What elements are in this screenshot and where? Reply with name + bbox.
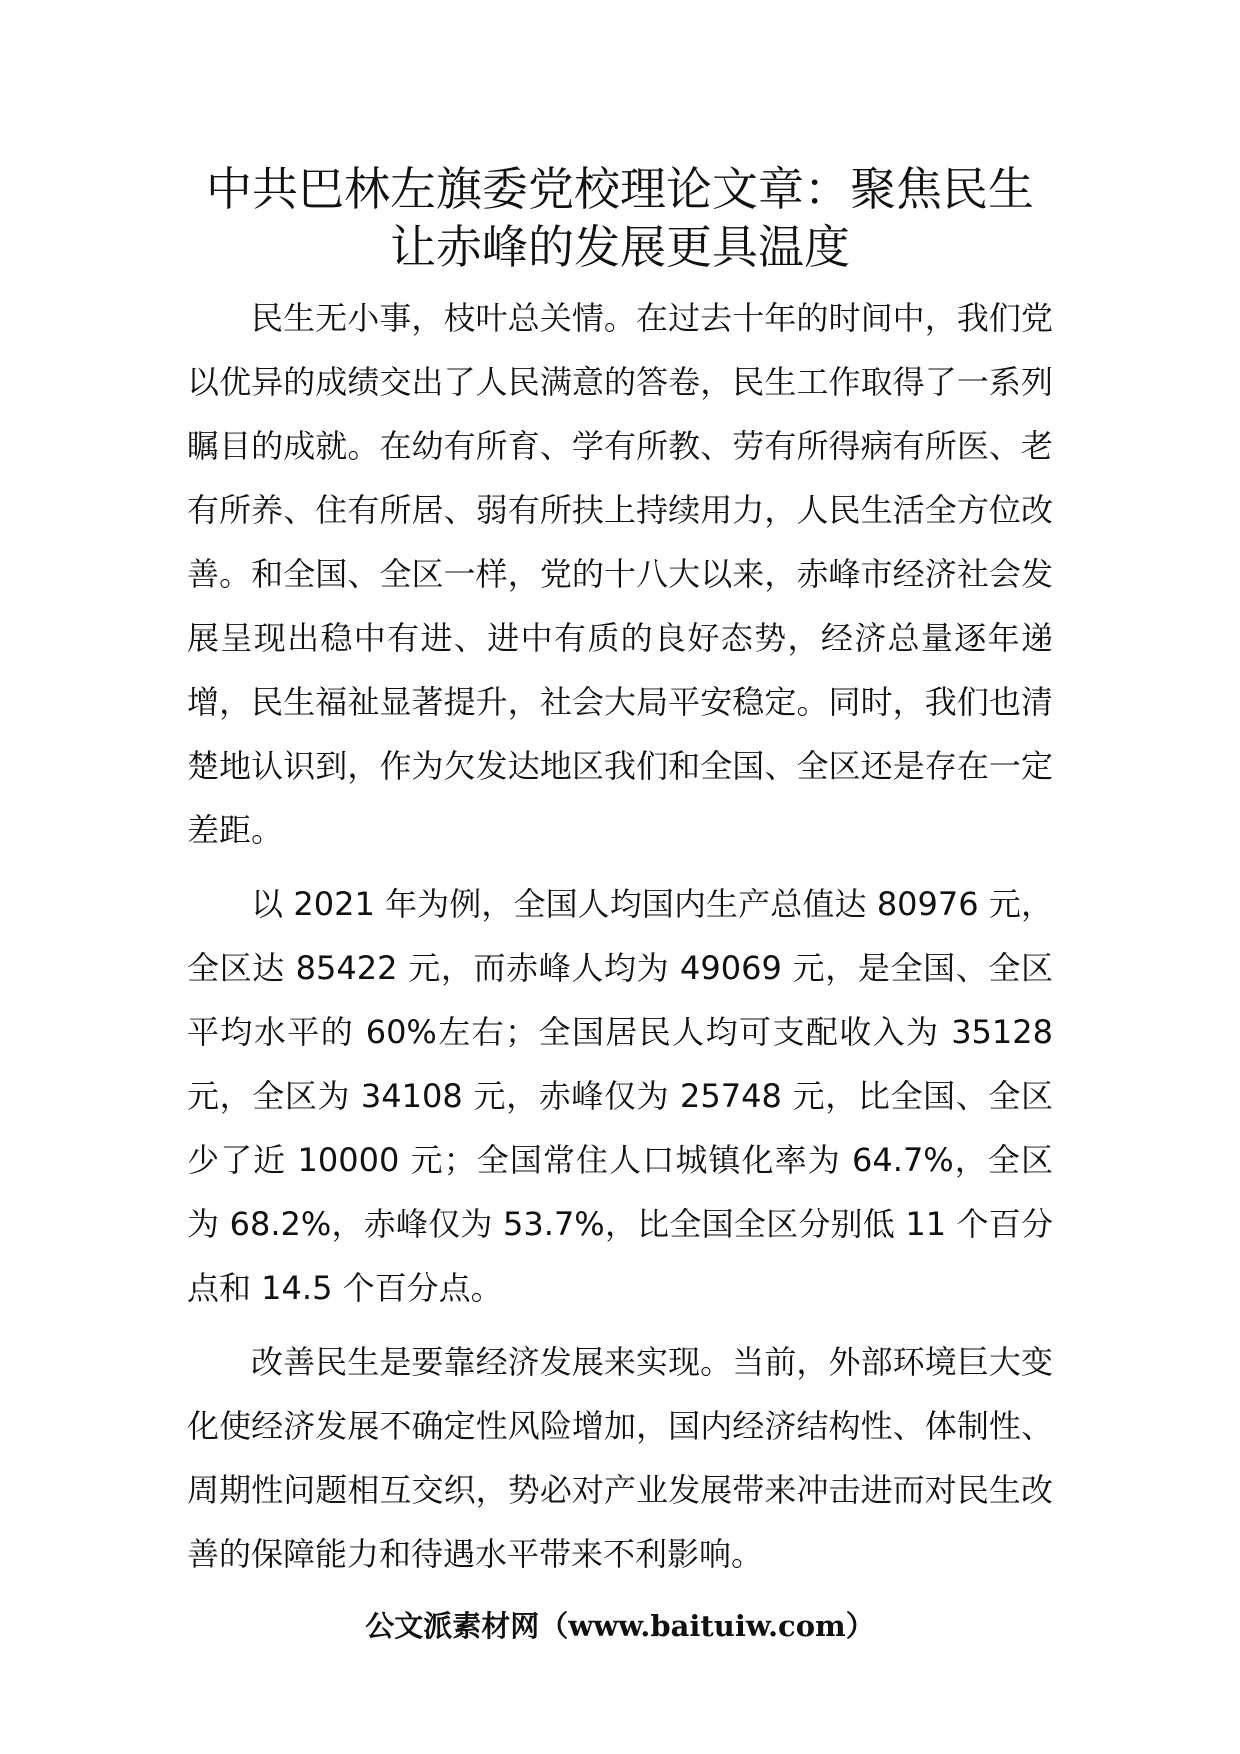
paragraph-2: 以 2021 年为例，全国人均国内生产总值达 80976 元，全区达 85422 元，而赤峰人均为 49069 元，是全国、全区平均水平的 60%左右；全国居民人均可支配收入为 35128 元，全区为 34108 元，赤峰仅为 25748 元，比全国、全区少了近 10000 元；全国常住人口城镇化率为 64.7%，全区为 68.2%，赤峰仅为 53.7%，比全国全区分别低 11 个百分点和 14.5 个百分点。 <box>187 885 1053 1307</box>
title-line-2: 让赤峰的发展更具温度 <box>390 220 850 274</box>
document-title <box>150 160 1090 276</box>
title-line-1: 中共巴林左旗委党校理论文章：聚焦民生 <box>206 162 1034 216</box>
paragraph-1: 民生无小事，枝叶总关情。在过去十年的时间中，我们党以优异的成绩交出了人民满意的答卷，民生工作取得了一系列瞩目的成就。在幼有所育、学有所教、劳有所得病有所医、老有所养、住有所居、弱有所扶上持续用力，人民生活全方位改善。和全国、全区一样，党的十八大以来，赤峰市经济社会发展呈现出稳中有进、进中有质的良好态势，经济总量逐年递增，民生福祉显著提升，社会大局平安稳定。同时，我们也清楚地认识到，作为欠发达地区我们和全国、全区还是存在一定差距。 <box>187 299 1053 849</box>
paragraph-3: 改善民生是要靠经济发展来实现。当前，外部环境巨大变化使经济发展不确定性风险增加，国内经济结构性、体制性、周期性问题相互交织，势必对产业发展带来冲击进而对民生改善的保障能力和待遇水平带来不利影响。 <box>187 1343 1053 1573</box>
footer-source: 公文派素材网（www.baituiw.com） <box>365 1609 875 1643</box>
document-body <box>187 286 1053 1586</box>
